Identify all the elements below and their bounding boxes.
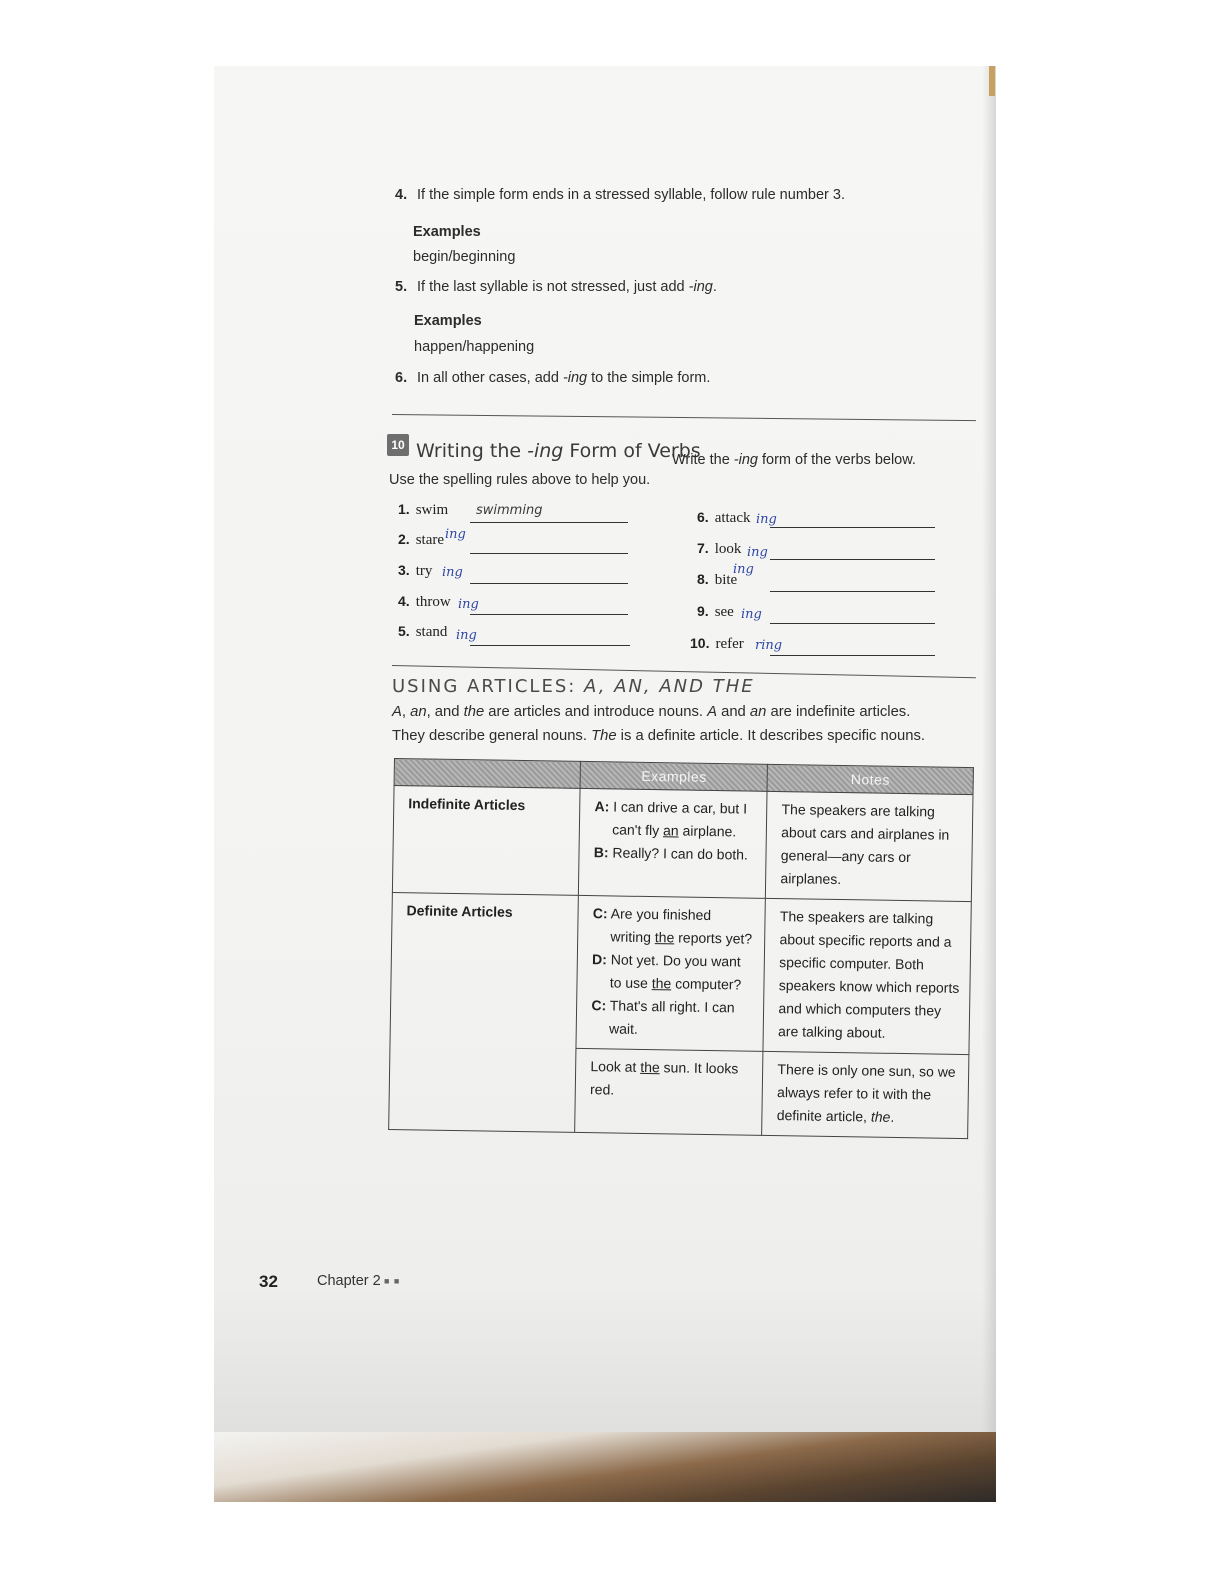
handwritten-answer-8: ing <box>733 562 754 577</box>
exercise-title: Writing the -ing Form of Verbs <box>416 440 701 462</box>
example-b: B: Really? I can do both. <box>593 844 749 863</box>
exercise-item-5: 5. stand <box>398 623 448 640</box>
rule-5-example: happen/happening <box>414 339 535 355</box>
examples-definite <box>576 895 765 1051</box>
examples-indefinite <box>579 788 768 898</box>
handwritten-answer-6: ing <box>756 512 777 527</box>
exercise-item-10: 10. refer <box>690 635 744 652</box>
handwritten-answer-3: ing <box>442 565 463 580</box>
answer-blank-7[interactable] <box>770 559 935 560</box>
handwritten-answer-1: swimming <box>476 503 543 518</box>
exercise-item-9: 9. see <box>697 603 734 620</box>
table-row-indefinite <box>392 786 973 902</box>
example-sun: Look at the sun. It looks red. <box>575 1048 763 1135</box>
answer-blank-10[interactable] <box>770 655 935 656</box>
handwritten-answer-2: ing <box>445 527 466 542</box>
rule-6: 6. In all other cases, add -ing to the simple form. <box>395 370 711 386</box>
answer-blank-8[interactable] <box>770 591 935 592</box>
articles-intro-line2: They describe general nouns. The is a definite article. It describes specific nouns. <box>392 728 925 744</box>
rule-5: 5. If the last syllable is not stressed, just add -ing. <box>395 279 717 295</box>
articles-section-heading: USING ARTICLES: A, AN, AND THE <box>392 676 755 697</box>
table-header-notes: Notes <box>767 764 973 794</box>
category-definite: Definite Articles <box>389 892 579 1132</box>
table-header-examples: Examples <box>580 761 767 791</box>
answer-blank-2[interactable] <box>470 553 628 554</box>
exercise-item-7: 7. look <box>697 540 742 557</box>
answer-blank-9[interactable] <box>770 623 935 624</box>
rule-4-examples-label: Examples <box>413 224 481 240</box>
note-definite: The speakers are talking about specific reports and a specific computer. Both speakers know which reports and which computers they are talking about. <box>763 898 971 1054</box>
handwritten-answer-5: ing <box>456 628 477 643</box>
exercise-item-6: 6. attack <box>697 509 751 526</box>
example-c: C: Are you finished writing the reports yet? <box>592 905 753 947</box>
articles-intro-line1: A, an, and the are articles and introduce nouns. A and an are indefinite articles. <box>392 704 911 720</box>
page-edge-mark <box>989 66 995 96</box>
exercise-item-8: 8. bite <box>697 571 738 588</box>
table-header-blank <box>394 759 581 789</box>
rule-4: 4. If the simple form ends in a stressed syllable, follow rule number 3. <box>395 187 845 203</box>
answer-blank-3[interactable] <box>470 583 628 584</box>
answer-blank-5[interactable] <box>470 645 630 646</box>
note-sun: There is only one sun, so we always refer to it with the definite article, the. <box>762 1051 969 1138</box>
example-a: A: I can drive a car, but I can't fly an airplane. <box>594 798 748 840</box>
exercise-instruction-line2: Use the spelling rules above to help you. <box>389 472 651 488</box>
page-shadow <box>982 66 996 1502</box>
exercise-item-1: 1. swim <box>398 501 449 518</box>
handwritten-answer-4: ing <box>458 597 479 612</box>
rule-4-example: begin/beginning <box>413 249 516 265</box>
exercise-item-4: 4. throw <box>398 593 451 610</box>
handwritten-answer-10: ring <box>755 638 783 653</box>
footer-decoration: ■ ■ <box>384 1276 401 1286</box>
page-number: 32 <box>259 1272 278 1291</box>
note-indefinite: The speakers are talking about cars and airplanes in general—any cars or airplanes. <box>766 791 973 901</box>
handwritten-answer-7: ing <box>747 545 768 560</box>
answer-blank-4[interactable] <box>470 614 628 615</box>
desk-background <box>214 1432 996 1502</box>
example-d: D: Not yet. Do you want to use the computer? <box>592 951 742 993</box>
example-c2: C: That's all right. I can wait. <box>591 997 735 1037</box>
exercise-number-badge: 10 <box>387 434 409 456</box>
handwritten-answer-9: ing <box>741 607 762 622</box>
chapter-label: Chapter 2 <box>317 1273 381 1289</box>
exercise-instruction: Write the -ing form of the verbs below. <box>672 452 916 468</box>
category-indefinite: Indefinite Articles <box>392 786 580 896</box>
answer-blank-1[interactable] <box>470 522 628 523</box>
rule-5-examples-label: Examples <box>414 313 482 329</box>
table-row-definite <box>390 892 971 1054</box>
exercise-item-2: 2. stare <box>398 531 445 548</box>
articles-table <box>388 758 974 1139</box>
answer-blank-6[interactable] <box>770 527 935 528</box>
exercise-item-3: 3. try <box>398 562 433 579</box>
